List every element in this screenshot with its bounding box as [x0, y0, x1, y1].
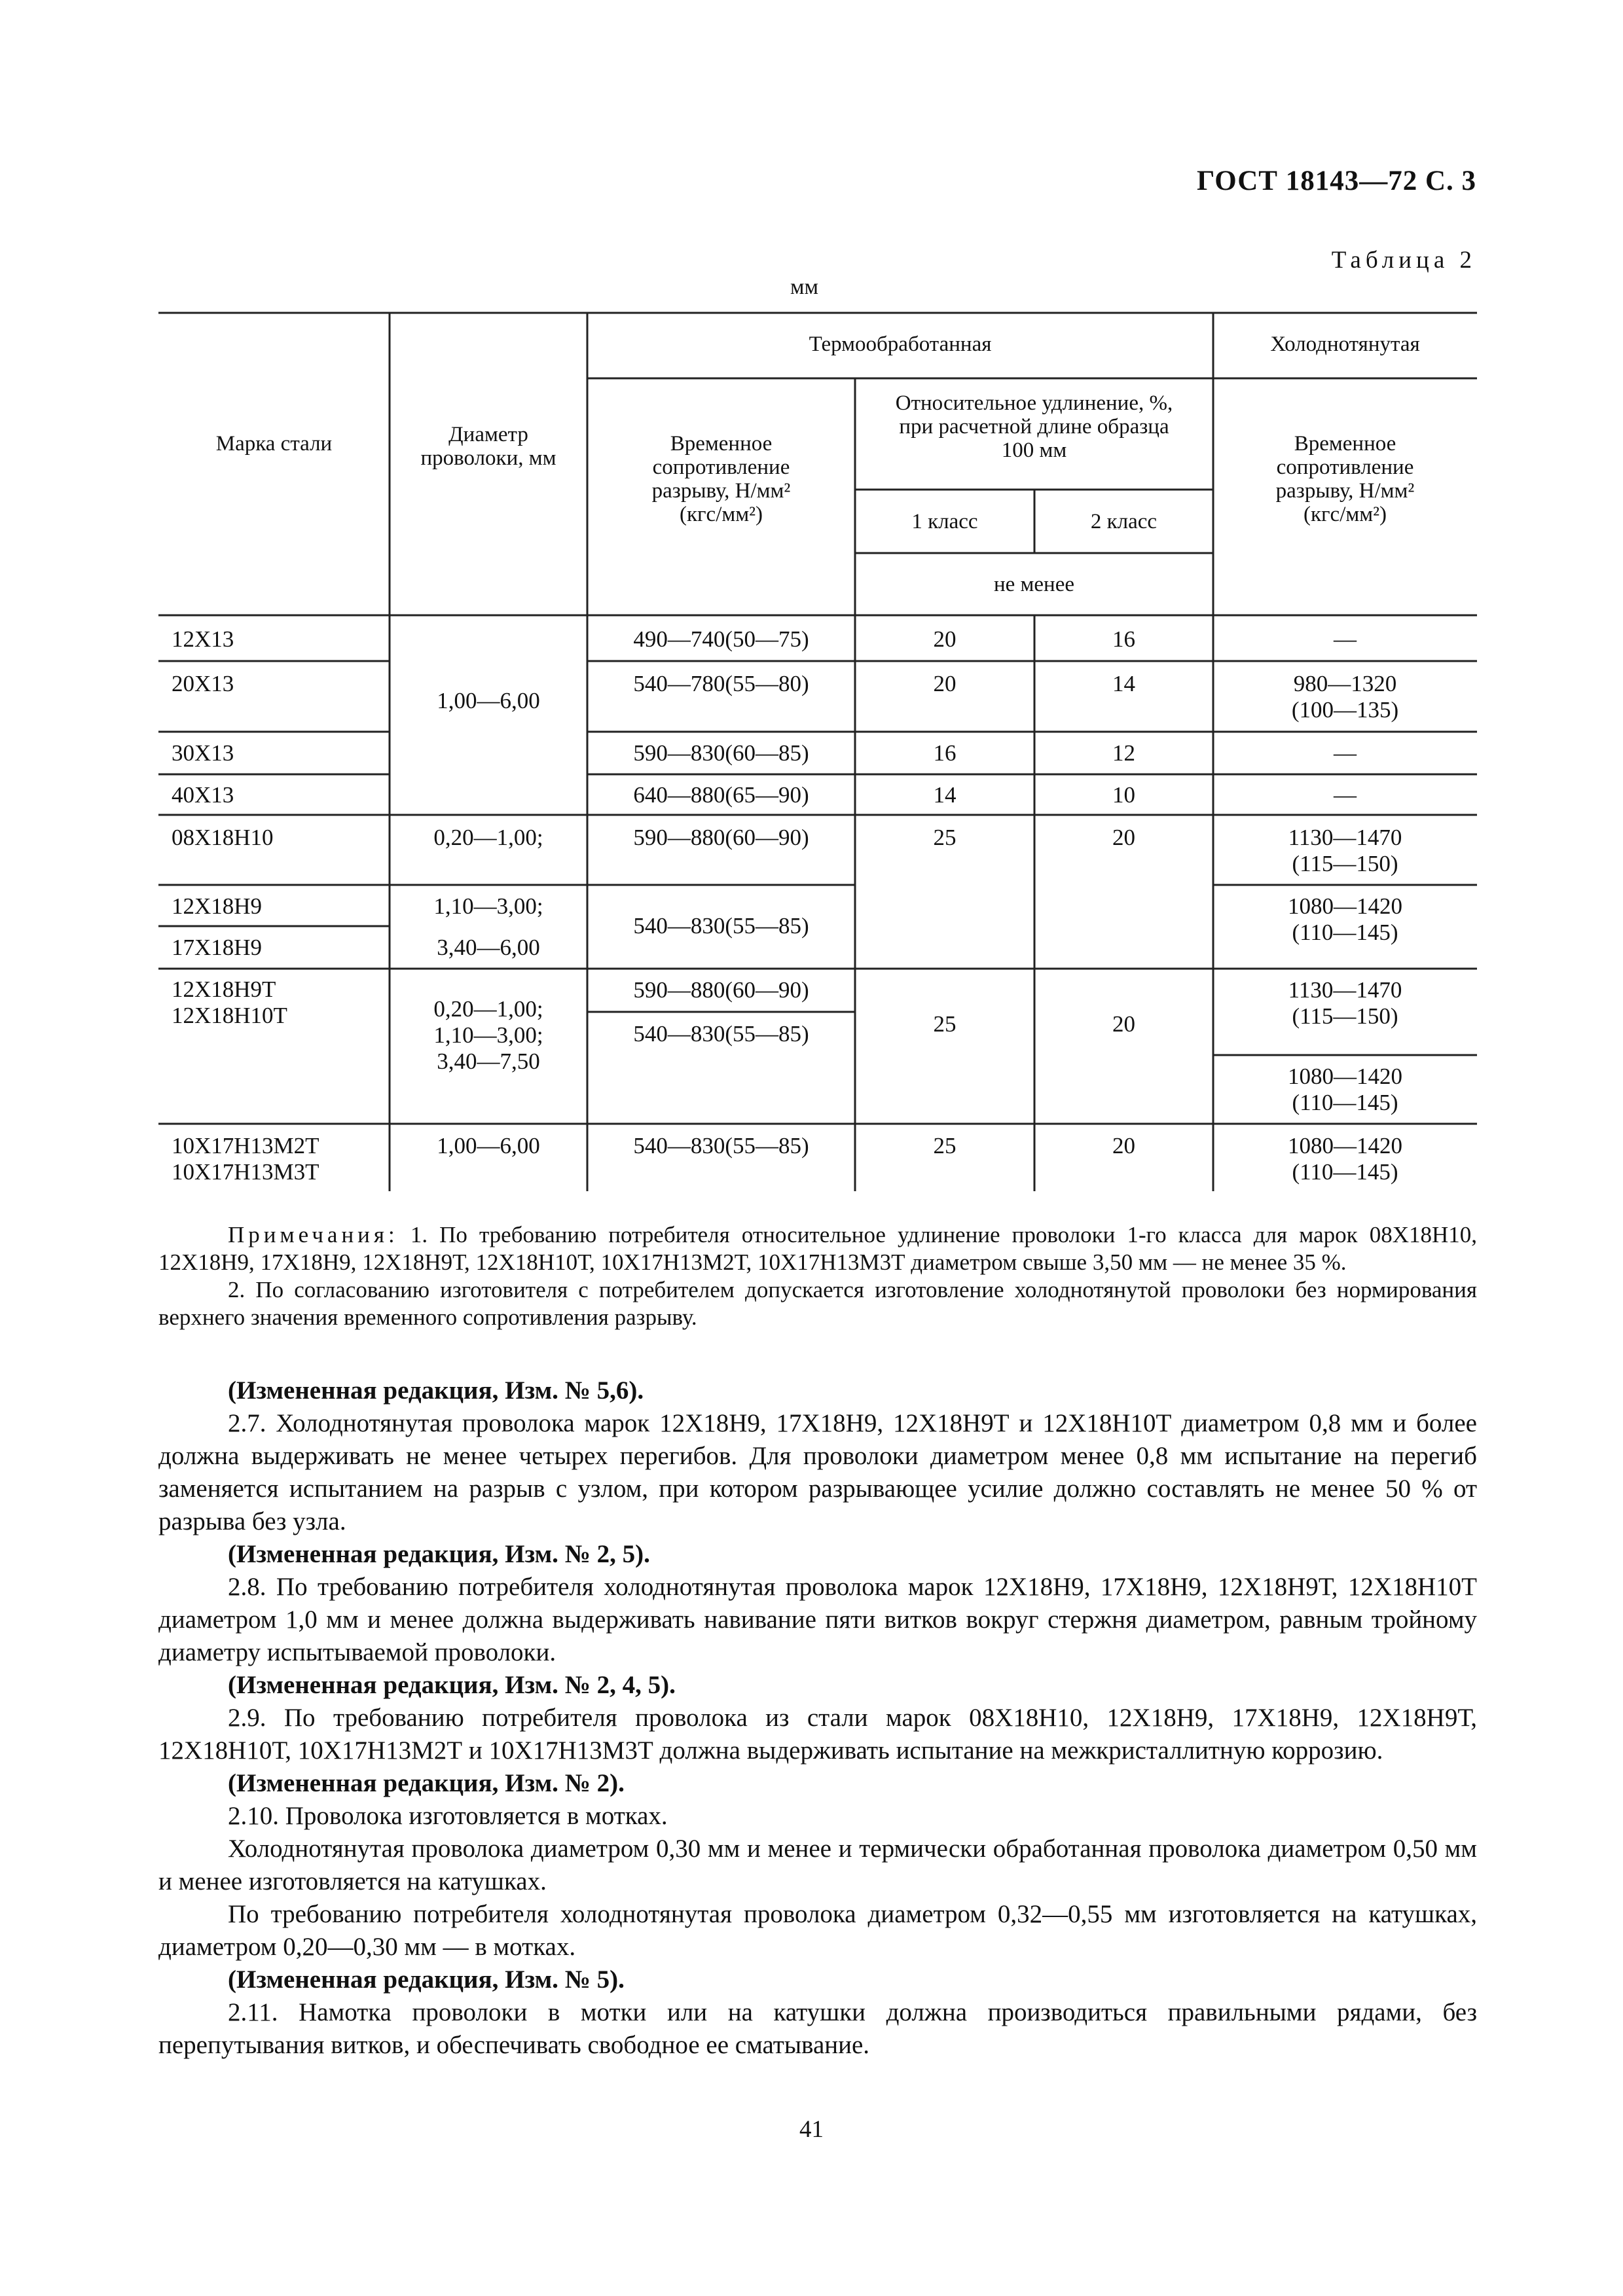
- cell-class2: 14: [1112, 671, 1135, 696]
- cell-strength: 540—830(55—85): [633, 1133, 809, 1158]
- cell-diameter: 1,10—3,00;: [433, 893, 543, 919]
- cell-class2: 10: [1112, 782, 1135, 808]
- header-diameter: Диаметр проволоки, мм: [420, 423, 556, 470]
- cell-class1: 25: [933, 825, 957, 850]
- cell-diameter: 0,20—1,00;: [433, 825, 543, 850]
- header-heat-treated: Термообработанная: [809, 332, 992, 356]
- notes-label: Примечания:: [228, 1222, 399, 1247]
- change-note: (Измененная редакция, Изм. № 2, 4, 5).: [228, 1671, 676, 1699]
- cell-cold: 1080—1420 (110—145): [1288, 893, 1402, 945]
- cell-class2: 16: [1112, 626, 1135, 652]
- cell-strength: 590—830(60—85): [633, 740, 809, 766]
- cell-class1: 20: [933, 671, 957, 696]
- cell-grade: 08Х18Н10: [172, 825, 274, 850]
- cell-grade: 10Х17Н13М2Т 10Х17Н13М3Т: [172, 1133, 319, 1185]
- paragraph-2-7: 2.7. Холоднотянутая проволока марок 12Х18Н9, 17Х18Н9, 12Х18Н9Т и 12Х18Н10Т диаметром 0,8 мм и более должна выдерживать не менее четырех перегибов. Для проволоки диаметром менее 0,8 мм испытание на перегиб заменяется испытанием на разрыв с узлом, при котором разрывающее усилие должно составлять не менее 50 % от разрыва без узла.: [158, 1409, 1477, 1535]
- note-1-text: 1. По требованию потребителя относительное удлинение проволоки 1-го класса для марок 08Х18Н10, 12Х18Н9, 17Х18Н9, 12Х18Н9Т, 12Х18Н10Т, 10Х17Н13М2Т, 10Х17Н13М3Т диаметром свыше 3,50 мм — не менее 35 %.: [158, 1222, 1477, 1275]
- cell-class1: 25: [933, 1133, 957, 1158]
- cell-cold: 1080—1420 (110—145): [1288, 1064, 1402, 1115]
- note-2: 2. По согласованию изготовителя с потребителем допускается изготовление холоднотянутой проволоки без нормирования верхнего значения временного сопротивления разрыву.: [158, 1277, 1477, 1330]
- cell-class1: 16: [933, 740, 957, 766]
- document-header: ГОСТ 18143—72 С. 3: [1196, 166, 1476, 196]
- paragraph-2-8: 2.8. По требованию потребителя холоднотянутая проволока марок 12Х18Н9, 17Х18Н9, 12Х18Н9Т, 12Х18Н10Т диаметром 1,0 мм и менее должна выдерживать навивание пяти витков вокруг стержня диаметром, равным тройному диаметру испытываемой проволоки.: [158, 1573, 1477, 1666]
- cell-strength: 490—740(50—75): [633, 626, 809, 652]
- cell-strength: 540—830(55—85): [633, 1021, 809, 1047]
- cell-cold: —: [1334, 782, 1357, 808]
- table-caption: Таблица 2: [1331, 247, 1476, 274]
- header-not-less: не менее: [993, 573, 1075, 596]
- change-note: (Измененная редакция, Изм. № 5).: [228, 1965, 625, 1994]
- header-cold-drawn: Холоднотянутая: [1270, 332, 1420, 356]
- header-grade: Марка стали: [215, 432, 333, 456]
- cell-strength: 640—880(65—90): [633, 782, 809, 808]
- cell-class2: 20: [1112, 1011, 1135, 1037]
- paragraph-2-10: 2.10. Проволока изготовляется в мотках.: [228, 1802, 668, 1830]
- cell-diameter: 1,00—6,00: [437, 688, 540, 713]
- cell-class2: 20: [1112, 1133, 1135, 1158]
- cell-class2: 12: [1112, 740, 1135, 766]
- cell-strength: 590—880(60—90): [633, 977, 809, 1003]
- paragraph-2-9: 2.9. По требованию потребителя проволока из стали марок 08Х18Н10, 12Х18Н9, 17Х18Н9, 12Х18Н9Т, 12Х18Н10Т, 10Х17Н13М2Т и 10Х17Н13М3Т должна выдерживать испытание на межкристаллитную коррозию.: [158, 1704, 1477, 1765]
- cell-class1: 14: [933, 782, 957, 808]
- cell-cold: —: [1334, 626, 1357, 652]
- cell-class1: 20: [933, 626, 957, 652]
- paragraph-2-11: 2.11. Намотка проволоки в мотки или на катушки должна производиться правильными рядами, без перепутывания витков, и обеспечивать свободное ее сматывание.: [158, 1998, 1477, 2059]
- cell-cold: 1130—1470 (115—150): [1288, 825, 1402, 876]
- header-class2: 2 класс: [1090, 510, 1158, 533]
- cell-diameter: 3,40—6,00: [437, 935, 540, 960]
- cell-diameter: 0,20—1,00; 1,10—3,00; 3,40—7,50: [433, 996, 543, 1074]
- cell-grade: 30Х13: [172, 740, 234, 766]
- change-note: (Измененная редакция, Изм. № 5,6).: [228, 1376, 644, 1405]
- page-number: 41: [799, 2116, 824, 2143]
- note-1: [158, 1221, 1477, 1276]
- table-units: мм: [790, 275, 819, 299]
- paragraph-2-10-c: По требованию потребителя холоднотянутая проволока диаметром 0,32—0,55 мм изготовляется на катушках, диаметром 0,20—0,30 мм — в мотках.: [158, 1900, 1477, 1961]
- header-elongation: Относительное удлинение, %, при расчетной длине образца 100 мм: [895, 391, 1173, 462]
- header-strength: Временное сопротивление разрыву, Н/мм² (кгс/мм²): [651, 432, 791, 526]
- table-notes: [158, 1221, 1477, 1331]
- change-note: (Измененная редакция, Изм. № 2).: [228, 1769, 625, 1797]
- change-note: (Измененная редакция, Изм. № 2, 5).: [228, 1540, 650, 1568]
- header-class1: 1 класс: [911, 510, 978, 533]
- cell-grade: 20Х13: [172, 671, 234, 696]
- cell-class2: 20: [1112, 825, 1135, 850]
- cell-strength: 540—830(55—85): [633, 913, 809, 939]
- cell-cold: 1130—1470 (115—150): [1288, 977, 1402, 1029]
- body-text: [158, 1374, 1477, 2062]
- cell-cold: 980—1320 (100—135): [1291, 671, 1399, 723]
- paragraph-2-10-b: Холоднотянутая проволока диаметром 0,30 мм и менее и термически обработанная проволока диаметром 0,50 мм и менее изготовляется на катушках.: [158, 1835, 1477, 1895]
- cell-grade: 12Х18Н9Т 12Х18Н10Т: [172, 977, 287, 1028]
- cell-cold: 1080—1420 (110—145): [1288, 1133, 1402, 1185]
- cell-cold: —: [1334, 740, 1357, 766]
- cell-grade: 12Х18Н9: [172, 893, 263, 919]
- cell-strength: 540—780(55—80): [633, 671, 809, 696]
- cell-strength: 590—880(60—90): [633, 825, 809, 850]
- cell-grade: 12Х13: [172, 626, 234, 652]
- cell-diameter: 1,00—6,00: [437, 1133, 540, 1158]
- cell-grade: 40Х13: [172, 782, 234, 808]
- cell-class1: 25: [933, 1011, 957, 1037]
- header-strength-cold: Временное сопротивление разрыву, Н/мм² (кгс/мм²): [1275, 432, 1415, 526]
- cell-grade: 17Х18Н9: [172, 935, 263, 960]
